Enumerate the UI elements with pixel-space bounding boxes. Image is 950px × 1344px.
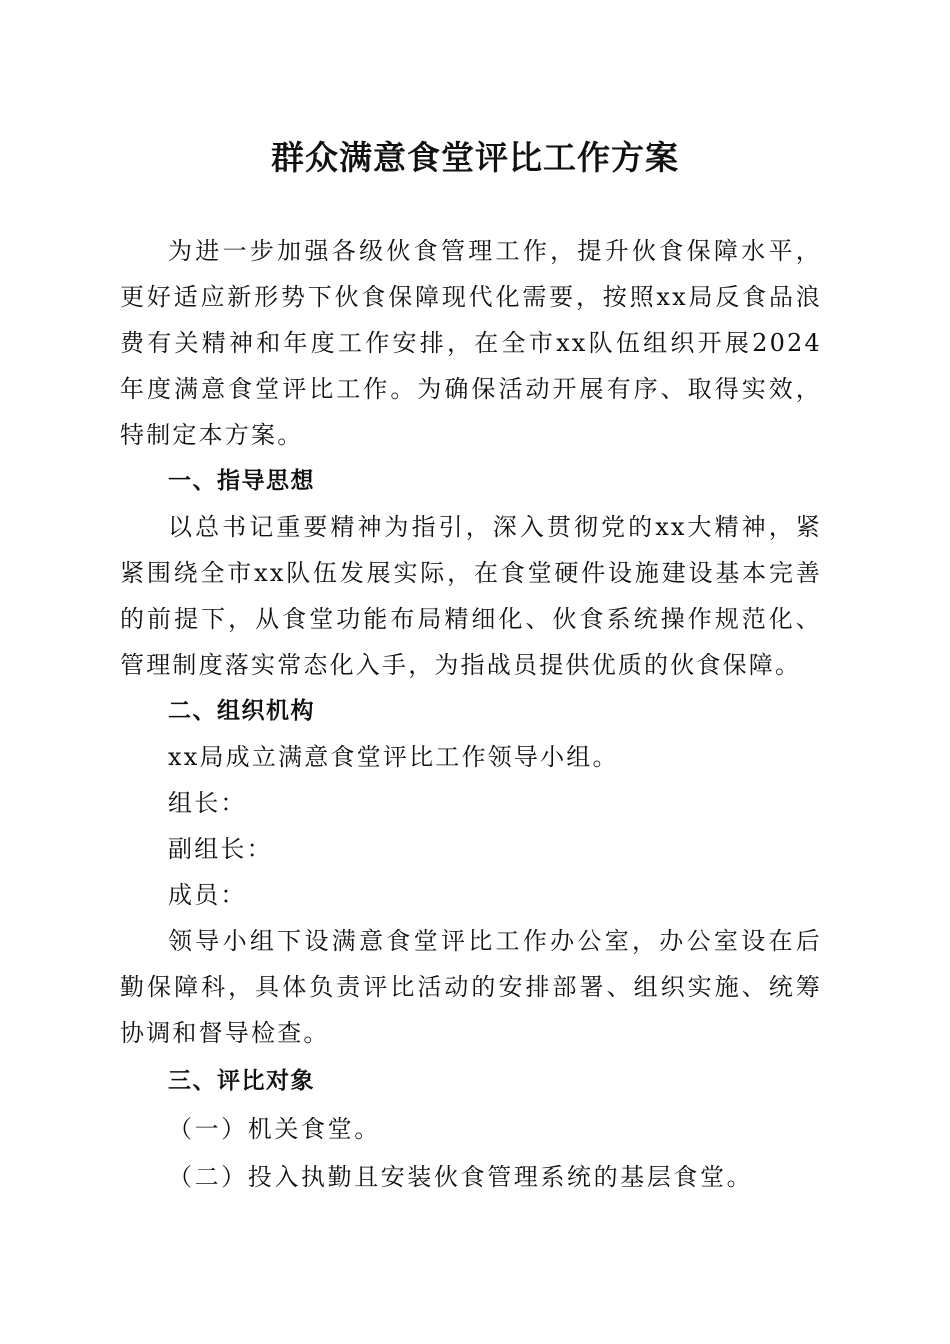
deputy-leader-line: 副组长： (168, 835, 273, 863)
target-item-1: （一）机关食堂。 (168, 1115, 381, 1143)
group-leader-line: 组长： (168, 789, 247, 817)
target-item-2: （二）投入执勤且安装伙食管理系统的基层食堂。 (168, 1163, 754, 1191)
intro-paragraph: 为进一步加强各级伙食管理工作，提升伙食保障水平，更好适应新形势下伙食保障现代化需要，按照xx局反食品浪费有关精神和年度工作安排，在全市xx队伍组织开展2024年度满意食堂评比工作。为确保活动开展有序、取得实效，特制定本方案。 (120, 237, 822, 449)
section-heading-guiding-ideology: 一、指导思想 (168, 468, 315, 494)
office-paragraph: 领导小组下设满意食堂评比工作办公室，办公室设在后勤保障科，具体负责评比活动的安排部署、组织实施、统筹协调和督导检查。 (120, 927, 822, 1047)
document-title: 群众满意食堂评比工作方案 (271, 138, 679, 177)
section-heading-organization: 二、组织机构 (168, 698, 315, 724)
guiding-ideology-paragraph: 以总书记重要精神为指引，深入贯彻党的xx大精神，紧紧围绕全市xx队伍发展实际，在食堂硬件设施建设基本完善的前提下，从食堂功能布局精细化、伙食系统操作规范化、管理制度落实常态化入手，为指战员提供优质的伙食保障。 (120, 513, 822, 679)
document-body (120, 228, 822, 1200)
section-heading-evaluation-targets: 三、评比对象 (168, 1068, 315, 1094)
members-line: 成员： (168, 881, 247, 909)
organization-intro-line: xx局成立满意食堂评比工作领导小组。 (168, 743, 619, 771)
